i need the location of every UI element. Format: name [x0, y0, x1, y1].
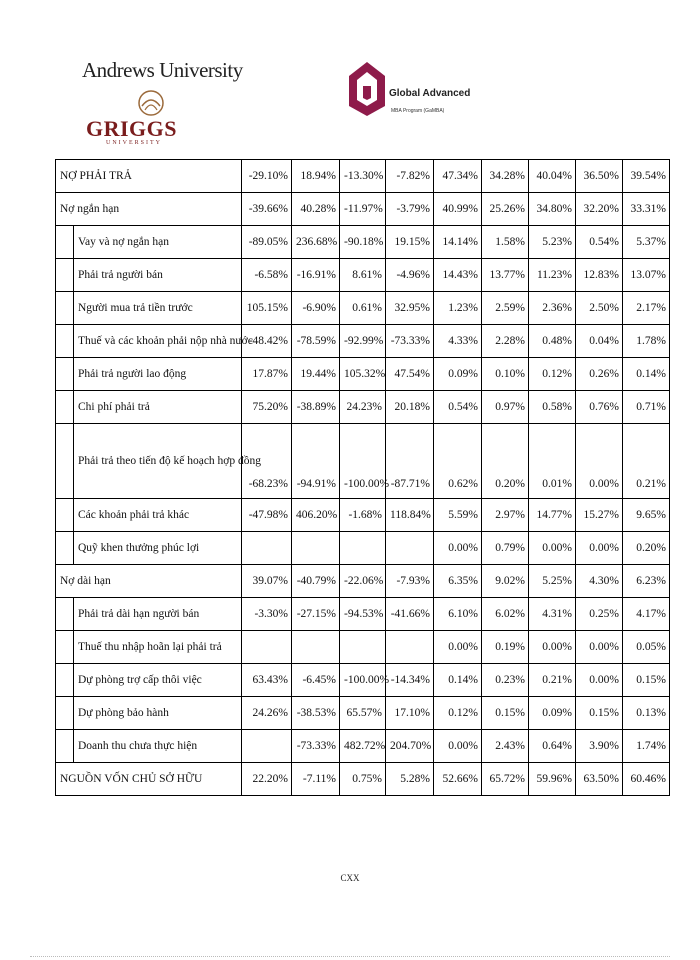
- value-cell: 15.27%: [576, 499, 623, 532]
- value-cell: 60.46%: [623, 763, 670, 796]
- value-cell: -100.00%: [340, 664, 386, 697]
- value-cell: 25.26%: [482, 193, 529, 226]
- value-cell: 59.96%: [529, 763, 576, 796]
- row-label: Dự phòng trợ cấp thôi việc: [74, 664, 242, 697]
- value-cell: 3.90%: [576, 730, 623, 763]
- row-label: Nợ ngắn hạn: [56, 193, 242, 226]
- value-cell: 2.36%: [529, 292, 576, 325]
- value-cell: [292, 532, 340, 565]
- value-cell: 5.28%: [386, 763, 434, 796]
- value-cell: 0.00%: [529, 532, 576, 565]
- value-cell: -78.59%: [292, 325, 340, 358]
- value-cell: 0.79%: [482, 532, 529, 565]
- value-cell: 0.48%: [529, 325, 576, 358]
- value-cell: [340, 532, 386, 565]
- value-cell: 5.59%: [434, 499, 482, 532]
- table-row: [56, 631, 670, 664]
- financial-ratio-table: [55, 159, 670, 796]
- value-cell: 39.54%: [623, 160, 670, 193]
- table-row: [56, 358, 670, 391]
- value-cell: 1.23%: [434, 292, 482, 325]
- value-cell: 0.12%: [434, 697, 482, 730]
- value-cell: 32.95%: [386, 292, 434, 325]
- value-cell: 75.20%: [242, 391, 292, 424]
- griggs-wordmark: GRIGGS: [86, 116, 178, 141]
- value-cell: 65.57%: [340, 697, 386, 730]
- value-cell: -6.90%: [292, 292, 340, 325]
- row-indent: [56, 358, 74, 391]
- value-cell: 105.15%: [242, 292, 292, 325]
- value-cell: 0.71%: [623, 391, 670, 424]
- value-cell: 482.72%: [340, 730, 386, 763]
- value-cell: 8.61%: [340, 259, 386, 292]
- value-cell: 34.80%: [529, 193, 576, 226]
- row-indent: [56, 631, 74, 664]
- value-cell: 32.20%: [576, 193, 623, 226]
- value-cell: -38.53%: [292, 697, 340, 730]
- value-cell: 40.28%: [292, 193, 340, 226]
- value-cell: 34.28%: [482, 160, 529, 193]
- value-cell: -7.11%: [292, 763, 340, 796]
- row-label: NỢ PHẢI TRẢ: [56, 160, 242, 193]
- value-cell: -29.10%: [242, 160, 292, 193]
- value-cell: 0.00%: [576, 664, 623, 697]
- page-header: [0, 0, 700, 160]
- value-cell: 0.21%: [529, 664, 576, 697]
- table-row: [56, 697, 670, 730]
- value-cell: 13.77%: [482, 259, 529, 292]
- value-cell: 2.59%: [482, 292, 529, 325]
- value-cell: [242, 730, 292, 763]
- table-row: [56, 391, 670, 424]
- value-cell: -6.45%: [292, 664, 340, 697]
- value-cell: 0.15%: [482, 697, 529, 730]
- value-cell: -3.30%: [242, 598, 292, 631]
- row-label: Phải trả người lao động: [74, 358, 242, 391]
- value-cell: 19.15%: [386, 226, 434, 259]
- value-cell: 63.50%: [576, 763, 623, 796]
- value-cell: 4.30%: [576, 565, 623, 598]
- value-cell: 0.00%: [434, 532, 482, 565]
- value-cell: 0.00%: [529, 631, 576, 664]
- value-cell: 105.32%: [340, 358, 386, 391]
- value-cell: 4.17%: [623, 598, 670, 631]
- value-cell: -7.82%: [386, 160, 434, 193]
- value-cell: 24.26%: [242, 697, 292, 730]
- value-cell: 2.97%: [482, 499, 529, 532]
- value-cell: 14.77%: [529, 499, 576, 532]
- value-cell: 52.66%: [434, 763, 482, 796]
- value-cell: 0.00%: [576, 532, 623, 565]
- row-indent: [56, 664, 74, 697]
- value-cell: -40.79%: [292, 565, 340, 598]
- value-cell: 0.05%: [623, 631, 670, 664]
- value-cell: 14.43%: [434, 259, 482, 292]
- row-indent: [56, 532, 74, 565]
- value-cell: -3.79%: [386, 193, 434, 226]
- global-advanced-logo: [345, 58, 495, 128]
- value-cell: 0.12%: [529, 358, 576, 391]
- row-label: Doanh thu chưa thực hiện: [74, 730, 242, 763]
- value-cell: 0.20%: [623, 532, 670, 565]
- row-indent: [56, 730, 74, 763]
- row-indent: [56, 499, 74, 532]
- value-cell: 4.31%: [529, 598, 576, 631]
- value-cell: 2.43%: [482, 730, 529, 763]
- value-cell: 18.94%: [292, 160, 340, 193]
- value-cell: 406.20%: [292, 499, 340, 532]
- table-row: [56, 292, 670, 325]
- page-bottom-divider: [30, 956, 670, 957]
- row-label: Thuế và các khoản phải nộp nhà nước: [74, 325, 242, 358]
- value-cell: 6.02%: [482, 598, 529, 631]
- value-cell: -73.33%: [292, 730, 340, 763]
- value-cell: 0.00%: [576, 424, 623, 499]
- value-cell: 17.87%: [242, 358, 292, 391]
- andrews-university-wordmark: Andrews University: [82, 58, 243, 82]
- value-cell: -22.06%: [340, 565, 386, 598]
- value-cell: 0.25%: [576, 598, 623, 631]
- row-label: Phải trả theo tiến độ kế hoạch hợp đồng: [74, 424, 242, 499]
- griggs-subtitle: UNIVERSITY: [106, 140, 162, 146]
- value-cell: 9.02%: [482, 565, 529, 598]
- value-cell: 0.09%: [529, 697, 576, 730]
- value-cell: [242, 532, 292, 565]
- global-advanced-title: Global Advanced: [389, 88, 471, 99]
- row-label: Người mua trả tiền trước: [74, 292, 242, 325]
- table-row: [56, 730, 670, 763]
- table-row: [56, 325, 670, 358]
- value-cell: -100.00%: [340, 424, 386, 499]
- value-cell: 0.09%: [434, 358, 482, 391]
- value-cell: 0.20%: [482, 424, 529, 499]
- value-cell: 63.43%: [242, 664, 292, 697]
- table-row: [56, 259, 670, 292]
- row-label: Các khoản phải trả khác: [74, 499, 242, 532]
- value-cell: [242, 631, 292, 664]
- value-cell: -13.30%: [340, 160, 386, 193]
- row-label: Quỹ khen thưởng phúc lợi: [74, 532, 242, 565]
- value-cell: 0.97%: [482, 391, 529, 424]
- gamba-emblem-icon: [345, 58, 389, 118]
- table-row: [56, 664, 670, 697]
- value-cell: [386, 631, 434, 664]
- value-cell: -39.66%: [242, 193, 292, 226]
- table-row: [56, 499, 670, 532]
- value-cell: -7.93%: [386, 565, 434, 598]
- value-cell: 1.78%: [623, 325, 670, 358]
- table-row: [56, 598, 670, 631]
- value-cell: -89.05%: [242, 226, 292, 259]
- value-cell: 5.37%: [623, 226, 670, 259]
- value-cell: 2.50%: [576, 292, 623, 325]
- value-cell: 0.14%: [623, 358, 670, 391]
- row-label: Vay và nợ ngắn hạn: [74, 226, 242, 259]
- table-row: [56, 424, 670, 499]
- value-cell: 20.18%: [386, 391, 434, 424]
- value-cell: 36.50%: [576, 160, 623, 193]
- value-cell: 0.00%: [576, 631, 623, 664]
- table-row: [56, 763, 670, 796]
- table-row: [56, 160, 670, 193]
- row-label: NGUỒN VỐN CHỦ SỞ HỮU: [56, 763, 242, 796]
- value-cell: 40.99%: [434, 193, 482, 226]
- page-footer-code: CXX: [340, 873, 360, 883]
- value-cell: 9.65%: [623, 499, 670, 532]
- value-cell: 6.23%: [623, 565, 670, 598]
- value-cell: -92.99%: [340, 325, 386, 358]
- value-cell: 0.26%: [576, 358, 623, 391]
- value-cell: 118.84%: [386, 499, 434, 532]
- value-cell: 4.33%: [434, 325, 482, 358]
- row-indent: [56, 697, 74, 730]
- value-cell: 0.62%: [434, 424, 482, 499]
- value-cell: 5.23%: [529, 226, 576, 259]
- row-indent: [56, 226, 74, 259]
- value-cell: -94.91%: [292, 424, 340, 499]
- griggs-crest-icon: [136, 88, 166, 118]
- value-cell: 39.07%: [242, 565, 292, 598]
- row-label: Chi phí phải trả: [74, 391, 242, 424]
- value-cell: -73.33%: [386, 325, 434, 358]
- value-cell: 0.75%: [340, 763, 386, 796]
- value-cell: 1.58%: [482, 226, 529, 259]
- value-cell: 0.00%: [434, 730, 482, 763]
- value-cell: -87.71%: [386, 424, 434, 499]
- value-cell: 0.15%: [576, 697, 623, 730]
- value-cell: -38.89%: [292, 391, 340, 424]
- value-cell: 0.00%: [434, 631, 482, 664]
- value-cell: 0.19%: [482, 631, 529, 664]
- value-cell: 40.04%: [529, 160, 576, 193]
- value-cell: -94.53%: [340, 598, 386, 631]
- value-cell: 13.07%: [623, 259, 670, 292]
- value-cell: 236.68%: [292, 226, 340, 259]
- value-cell: 6.35%: [434, 565, 482, 598]
- value-cell: -41.66%: [386, 598, 434, 631]
- value-cell: 0.54%: [576, 226, 623, 259]
- table-row: [56, 565, 670, 598]
- row-label: Thuế thu nhập hoãn lại phải trả: [74, 631, 242, 664]
- value-cell: 0.54%: [434, 391, 482, 424]
- value-cell: 0.21%: [623, 424, 670, 499]
- value-cell: 0.14%: [434, 664, 482, 697]
- value-cell: 2.17%: [623, 292, 670, 325]
- row-label: Phải trả dài hạn người bán: [74, 598, 242, 631]
- value-cell: -48.42%: [242, 325, 292, 358]
- value-cell: 0.61%: [340, 292, 386, 325]
- value-cell: [292, 631, 340, 664]
- value-cell: 24.23%: [340, 391, 386, 424]
- value-cell: 33.31%: [623, 193, 670, 226]
- value-cell: 47.54%: [386, 358, 434, 391]
- row-indent: [56, 424, 74, 499]
- value-cell: [386, 532, 434, 565]
- value-cell: -90.18%: [340, 226, 386, 259]
- andrews-university-logo: [78, 58, 243, 158]
- value-cell: 2.28%: [482, 325, 529, 358]
- row-indent: [56, 598, 74, 631]
- table-row: [56, 532, 670, 565]
- value-cell: 0.04%: [576, 325, 623, 358]
- value-cell: 19.44%: [292, 358, 340, 391]
- row-label: Nợ dài hạn: [56, 565, 242, 598]
- row-indent: [56, 292, 74, 325]
- table-body: [56, 160, 670, 796]
- value-cell: [340, 631, 386, 664]
- value-cell: 12.83%: [576, 259, 623, 292]
- value-cell: -4.96%: [386, 259, 434, 292]
- value-cell: 11.23%: [529, 259, 576, 292]
- table-row: [56, 226, 670, 259]
- value-cell: -27.15%: [292, 598, 340, 631]
- value-cell: 17.10%: [386, 697, 434, 730]
- value-cell: -16.91%: [292, 259, 340, 292]
- value-cell: 5.25%: [529, 565, 576, 598]
- global-advanced-subtitle: MBA Program (GaMBA): [391, 108, 445, 114]
- row-indent: [56, 259, 74, 292]
- table-row: [56, 193, 670, 226]
- value-cell: -11.97%: [340, 193, 386, 226]
- row-label: Dự phòng bảo hành: [74, 697, 242, 730]
- value-cell: -6.58%: [242, 259, 292, 292]
- value-cell: 0.23%: [482, 664, 529, 697]
- value-cell: 0.76%: [576, 391, 623, 424]
- value-cell: 0.01%: [529, 424, 576, 499]
- value-cell: 204.70%: [386, 730, 434, 763]
- row-indent: [56, 391, 74, 424]
- value-cell: 14.14%: [434, 226, 482, 259]
- value-cell: -14.34%: [386, 664, 434, 697]
- value-cell: 22.20%: [242, 763, 292, 796]
- value-cell: 1.74%: [623, 730, 670, 763]
- value-cell: 47.34%: [434, 160, 482, 193]
- value-cell: 0.58%: [529, 391, 576, 424]
- value-cell: 0.15%: [623, 664, 670, 697]
- value-cell: 6.10%: [434, 598, 482, 631]
- value-cell: -47.98%: [242, 499, 292, 532]
- value-cell: 0.13%: [623, 697, 670, 730]
- row-label: Phải trả người bán: [74, 259, 242, 292]
- value-cell: -68.23%: [242, 424, 292, 499]
- value-cell: 0.10%: [482, 358, 529, 391]
- value-cell: 65.72%: [482, 763, 529, 796]
- row-indent: [56, 325, 74, 358]
- value-cell: 0.64%: [529, 730, 576, 763]
- value-cell: -1.68%: [340, 499, 386, 532]
